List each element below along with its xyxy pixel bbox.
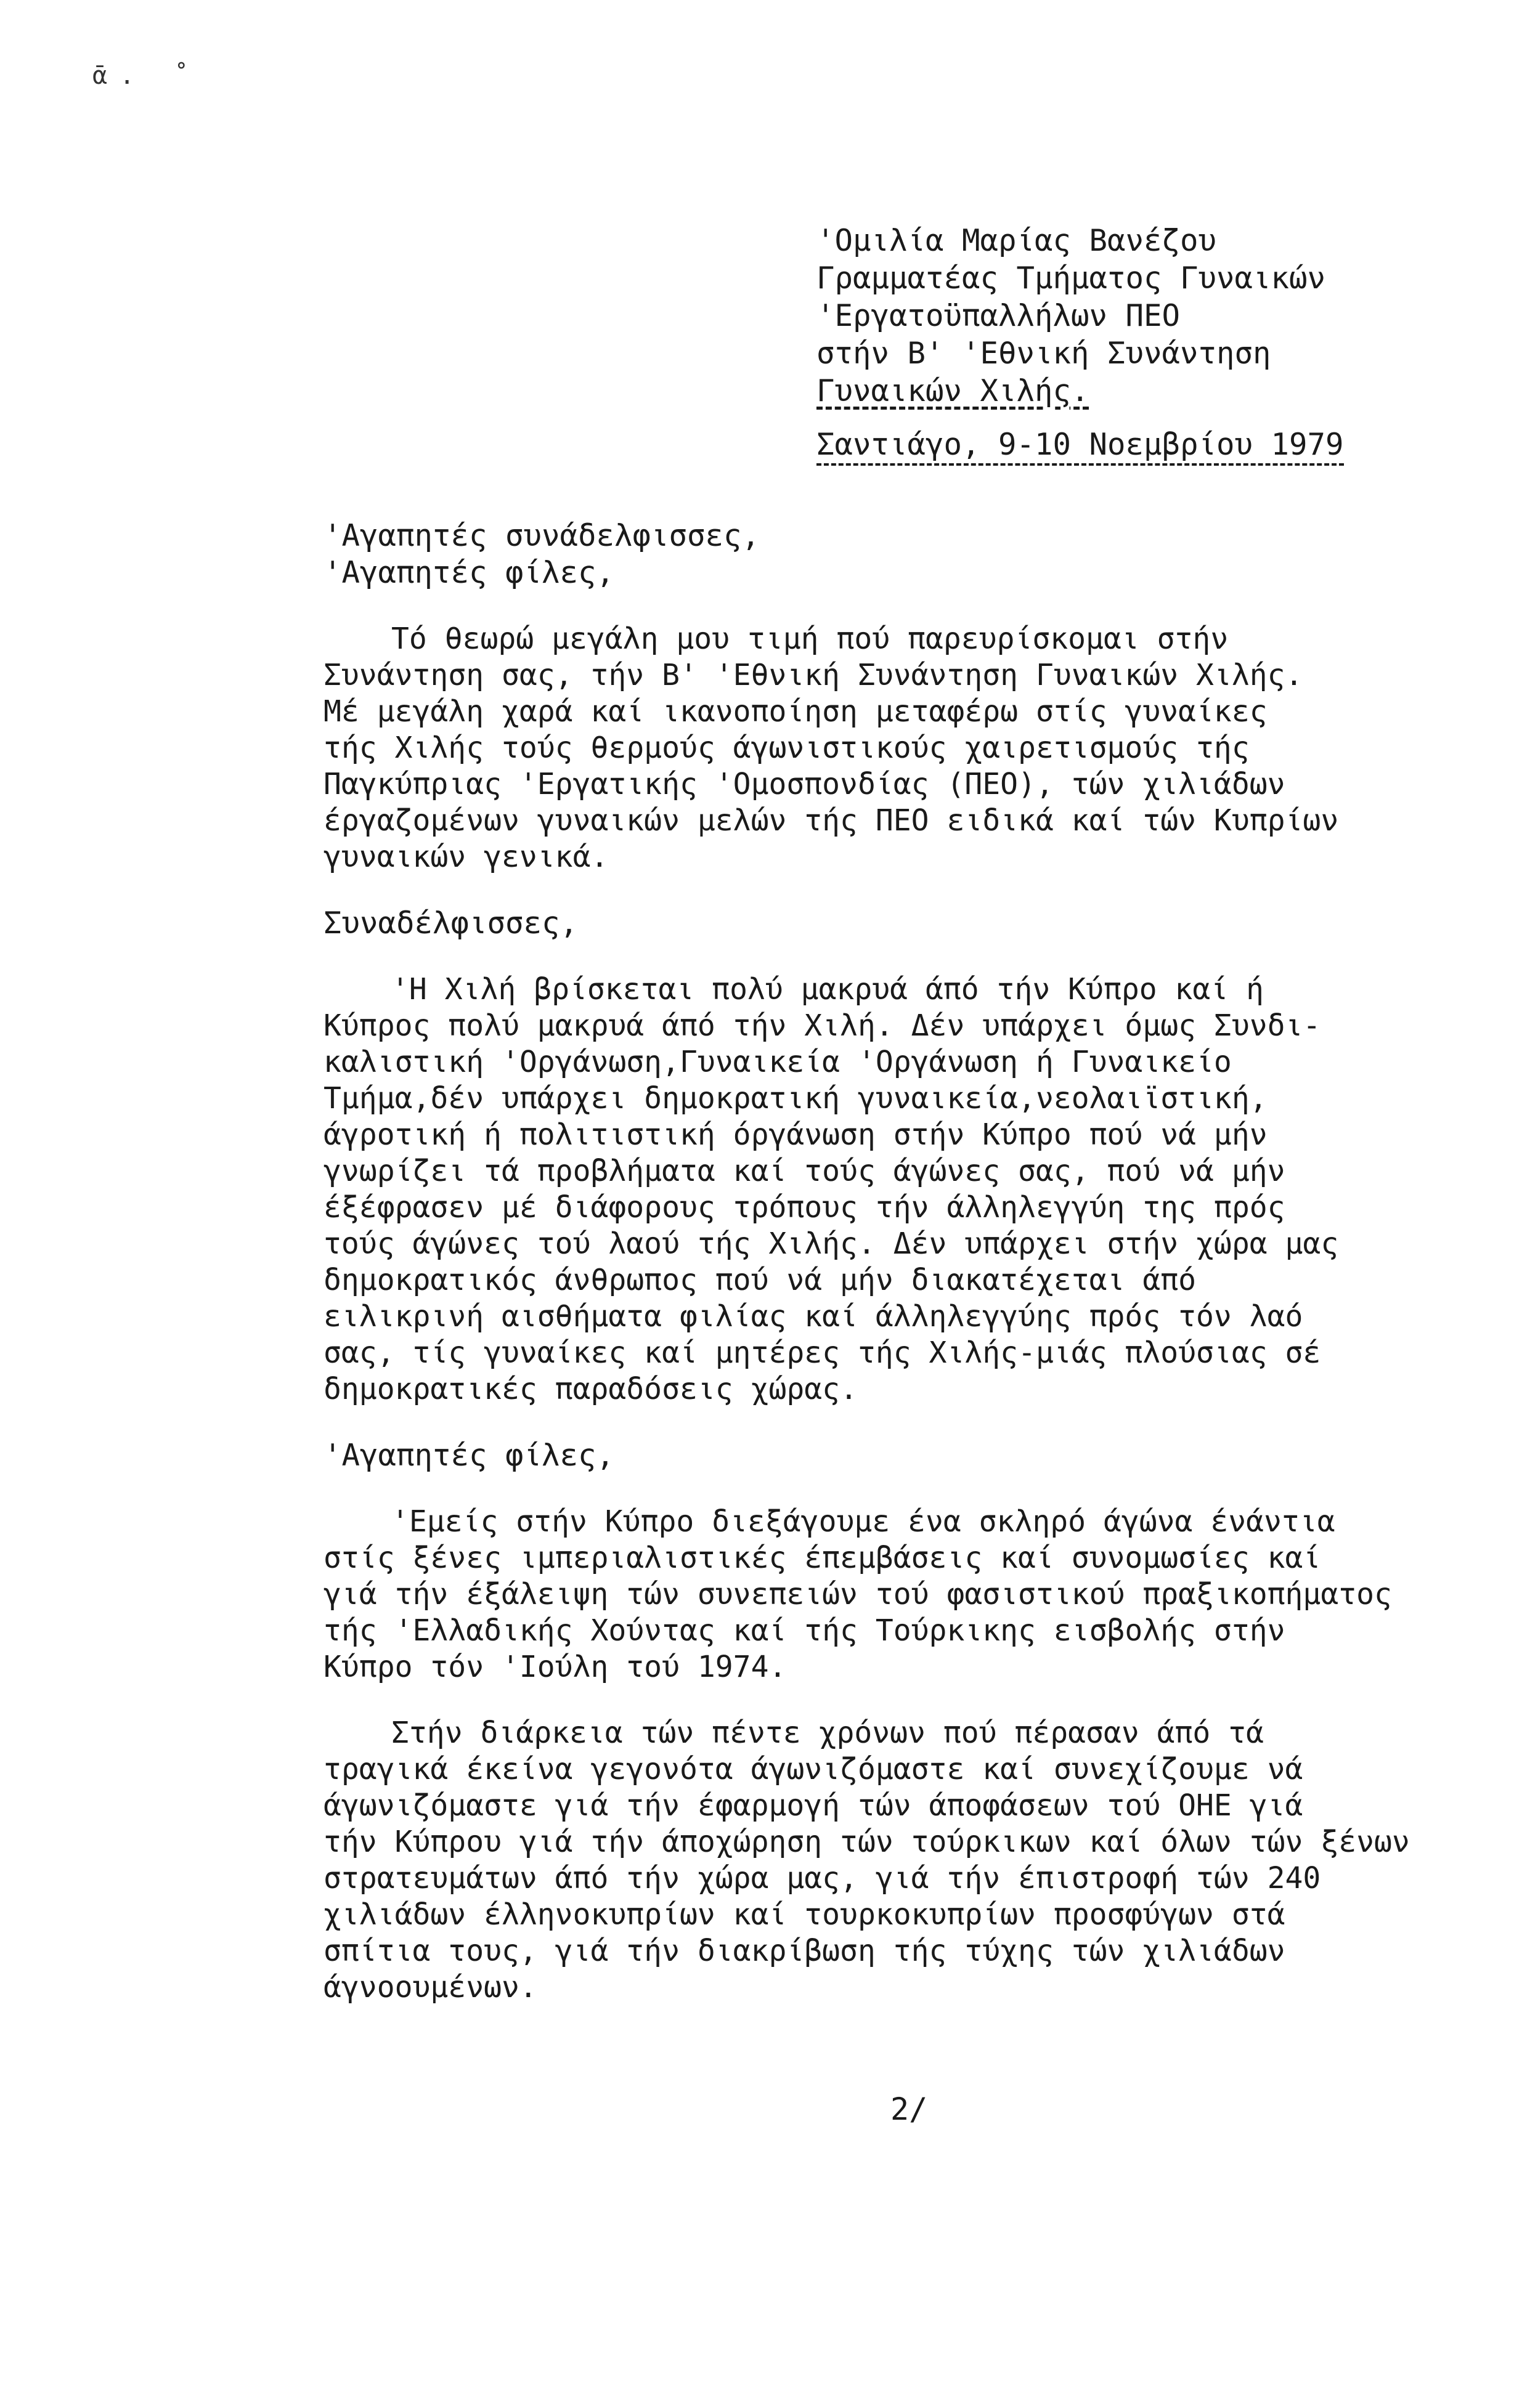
paragraph-3 — [324, 1504, 1445, 1685]
text-line: έξέφρασεν μέ διάφορους τρόπους τήν άλληλεγγύη της πρός — [324, 1190, 1285, 1225]
text-line: Τμήμα,δέν υπάρχει δημοκρατική γυναικεία,νεολαιϊστική, — [324, 1081, 1268, 1116]
text-line: τραγικά έκείνα γεγονότα άγωνιζόμαστε καί συνεχίζουμε νά — [324, 1752, 1303, 1786]
speech-header — [816, 222, 1494, 466]
text-line: Τό θεωρώ μεγάλη μου τιμή πού παρευρίσκομαι στήν — [391, 622, 1229, 656]
heading-friends: 'Αγαπητές φίλες, — [324, 1438, 615, 1473]
text-line: 'Η Χιλή βρίσκεται πολύ μακρυά άπό τήν Κύπρο καί ή — [391, 972, 1264, 1007]
header-line-2: Γραμματέας Τμήματος Γυναικών — [816, 261, 1326, 296]
text-line: άγωνιζόμαστε γιά τήν έφαρμογή τών άποφάσεων τού ΟΗΕ γιά — [324, 1788, 1303, 1823]
text-line: τούς άγώνες τού λαού τής Χιλής. Δέν υπάρχει στήν χώρα μας — [324, 1226, 1339, 1261]
paragraph-4 — [324, 1715, 1445, 2006]
text-line: τής Χιλής τούς θερμούς άγωνιστικούς χαιρετισμούς τής — [324, 731, 1250, 765]
text-line: δημοκρατικός άνθρωπος πού νά μήν διακατέχεται άπό — [324, 1263, 1197, 1297]
text-line: Μέ μεγάλη χαρά καί ικανοποίηση μεταφέρω στίς γυναίκες — [324, 694, 1268, 729]
text-line: γνωρίζει τά προβλήματα καί τούς άγώνες σας, πού νά μήν — [324, 1154, 1285, 1188]
text-line: χιλιάδων έλληνοκυπρίων καί τουρκοκυπρίων προσφύγων στά — [324, 1897, 1285, 1932]
text-line: Κύπρος πολύ μακρυά άπό τήν Χιλή. Δέν υπάρχει όμως Συνδι- — [324, 1008, 1321, 1043]
text-line: Στήν διάρκεια τών πέντε χρόνων πού πέρασαν άπό τά — [391, 1716, 1264, 1750]
text-line: γυναικών γενικά. — [324, 840, 609, 874]
dateline: Σαντιάγο, 9-10 Νοεμβρίου 1979 — [816, 427, 1344, 466]
letter-body — [324, 517, 1445, 2006]
paragraph-1 — [324, 621, 1445, 875]
text-line: 'Εμείς στήν Κύπρο διεξάγουμε ένα σκληρό άγώνα ένάντια — [391, 1504, 1335, 1539]
text-line: Συνάντηση σας, τήν Β' 'Εθνική Συνάντηση Γυναικών Χιλής. — [324, 658, 1303, 692]
text-line: Κύπρο τόν 'Ιούλη τού 1974. — [324, 1650, 787, 1684]
header-line-5: Γυναικών Χιλής. — [816, 373, 1089, 408]
text-line: σπίτια τους, γιά τήν διακρίβωση τής τύχης τών χιλιάδων — [324, 1934, 1285, 1968]
salutation-2: 'Αγαπητές φίλες, — [324, 555, 615, 590]
text-line: καλιστική 'Οργάνωση,Γυναικεία 'Οργάνωση ή Γυναικείο — [324, 1045, 1232, 1079]
stray-marks: ᾱ. ˚ — [92, 62, 201, 90]
text-line: τής 'Ελλαδικής Χούντας καί τής Τούρκικης εισβολής στήν — [324, 1613, 1285, 1648]
text-line: δημοκρατικές παραδόσεις χώρας. — [324, 1372, 858, 1406]
heading-colleagues: Συναδέλφισσες, — [324, 906, 579, 941]
text-line: σας, τίς γυναίκες καί μητέρες τής Χιλής-μιάς πλούσιας σέ — [324, 1336, 1321, 1370]
text-line: ειλικρινή αισθήματα φιλίας καί άλληλεγγύης πρός τόν λαό — [324, 1299, 1303, 1334]
page-number: 2/ — [890, 2091, 928, 2127]
paragraph-2 — [324, 971, 1445, 1408]
text-line: άγνοουμένων. — [324, 1970, 537, 2005]
salutation-1: 'Αγαπητές συνάδελφισσες, — [324, 518, 760, 553]
header-line-3: 'Εργατοϋπαλλήλων ΠΕΟ — [816, 298, 1181, 333]
text-line: στίς ξένες ιμπεριαλιστικές έπεμβάσεις καί συνομωσίες καί — [324, 1541, 1321, 1575]
text-line: άγροτική ή πολιτιστική όργάνωση στήν Κύπρο πού νά μήν — [324, 1117, 1268, 1152]
text-line: τήν Κύπρου γιά τήν άποχώρηση τών τούρκικων καί όλων τών ξένων — [324, 1825, 1410, 1859]
header-line-1: 'Ομιλία Μαρίας Βανέζου — [816, 223, 1217, 258]
text-line: στρατευμάτων άπό τήν χώρα μας, γιά τήν έπιστροφή τών 240 — [324, 1861, 1321, 1895]
text-line: έργαζομένων γυναικών μελών τής ΠΕΟ ειδικά καί τών Κυπρίων — [324, 803, 1339, 838]
text-line: Παγκύπριας 'Εργατικής 'Ομοσπονδίας (ΠΕΟ), τών χιλιάδων — [324, 767, 1285, 801]
header-line-4: στήν Β' 'Εθνική Συνάντηση — [816, 336, 1271, 371]
text-line: γιά τήν έξάλειψη τών συνεπειών τού φασιστικού πραξικοπήματος — [324, 1577, 1392, 1611]
